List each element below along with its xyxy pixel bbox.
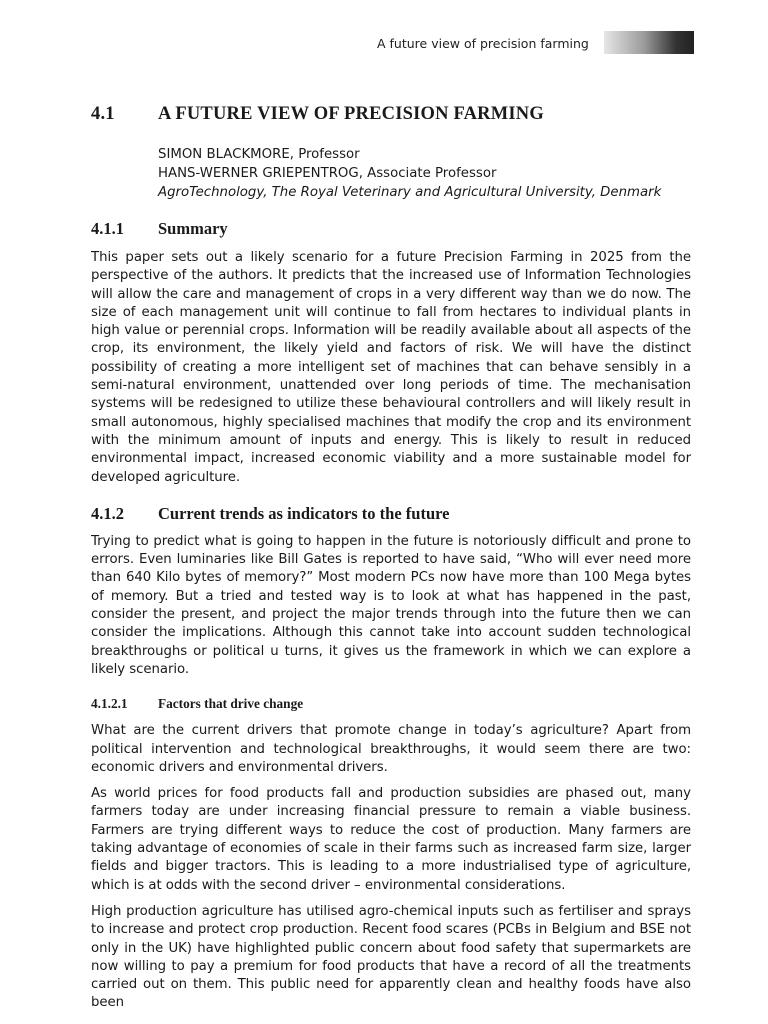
- section-title: Current trends as indicators to the future: [158, 503, 450, 523]
- section-heading-summary: [91, 219, 691, 239]
- subsection-number: 4.1.2.1: [91, 696, 128, 712]
- section-title: Summary: [158, 219, 228, 238]
- chapter-number: 4.1: [91, 104, 115, 124]
- section-number: 4.1.1: [91, 219, 124, 238]
- subsection-title: Factors that drive change: [158, 696, 304, 712]
- section-heading-trends: [91, 504, 691, 524]
- chapter-title-text: A FUTURE VIEW OF PRECISION FARMING: [158, 104, 544, 124]
- factors-paragraph-3: High production agriculture has utilised agro-chemical inputs such as fertiliser and sprays to increase and protect crop production. Recent food scares (PCBs in Belgium and BSE not only in the UK) have highlighted public concern about food safety that supermarkets are now willing to pay a premium for food products that have a record of all the treatments carried out on them. This public need for apparently clean and healthy foods have also been: [91, 903, 691, 1011]
- trends-paragraph: Trying to predict what is going to happen in the future is notoriously difficult and prone to errors. Even luminaries like Bill Gates is reported to have said, “Who will ever need more than 640 Kilo bytes of memory?” Most modern PCs now have more than 100 Mega bytes of memory. But a tried and tested way is to look at what has happened in the past, consider the present, and project the major trends through into the future then we can consider the implications. Although this cannot take into account sudden technological breakthroughs or political u turns, it gives us the framework in which we can explore a likely scenario.: [91, 533, 691, 677]
- factors-paragraph-2: As world prices for food products fall and production subsidies are phased out, many farmers today are under increasing financial pressure to remain a viable business. Farmers are trying different ways to reduce the cost of production. Many farmers are taking advantage of economies of scale in their farms such as increased farm size, larger fields and bigger tractors. This is leading to a more industrialised type of agriculture, which is at odds with the second driver – environmental considerations.: [91, 786, 691, 893]
- chapter-title: [91, 104, 691, 125]
- page-content: [91, 104, 691, 1013]
- subsection-heading-factors: [91, 696, 691, 712]
- author-block: [158, 145, 691, 202]
- summary-paragraph: This paper sets out a likely scenario for a future Precision Farming in 2025 from the perspective of the authors. It predicts that the increased use of Information Technologies will allow the care and management of crops in a very different way than we do now. The size of each management unit will continue to fall from hectares to individual plants in high value or perennial crops. Information will be readily available about all aspects of the crop, its environment, the likely yield and factors of risk. We will have the distinct possibility of creating a more intelligent set of machines that can behave sensibly in a semi-natural environment, unattended over long periods of time. The mechanisation systems will be redesigned to utilize these behavioural controllers and will likely result in small autonomous, highly specialised machines that modify the crop and its environment with the minimum amount of inputs and energy. This is likely to result in reduced environmental impact, increased economic viability and a more sustainable model for developed agriculture.: [91, 250, 691, 485]
- author-1: SIMON BLACKMORE, Professor: [158, 147, 360, 162]
- running-title: A future view of precision farming: [377, 36, 589, 51]
- affiliation: AgroTechnology, The Royal Veterinary and Agricultural University, Denmark: [158, 185, 662, 200]
- section-number: 4.1.2: [91, 503, 124, 523]
- author-2: HANS-WERNER GRIEPENTROG, Associate Professor: [158, 166, 497, 181]
- header-gradient-bar: [604, 31, 694, 54]
- factors-paragraph-1: What are the current drivers that promote change in today’s agriculture? Apart from political intervention and technological breakthroughs, it would seem there are two: economic drivers and environmental drivers.: [91, 723, 691, 775]
